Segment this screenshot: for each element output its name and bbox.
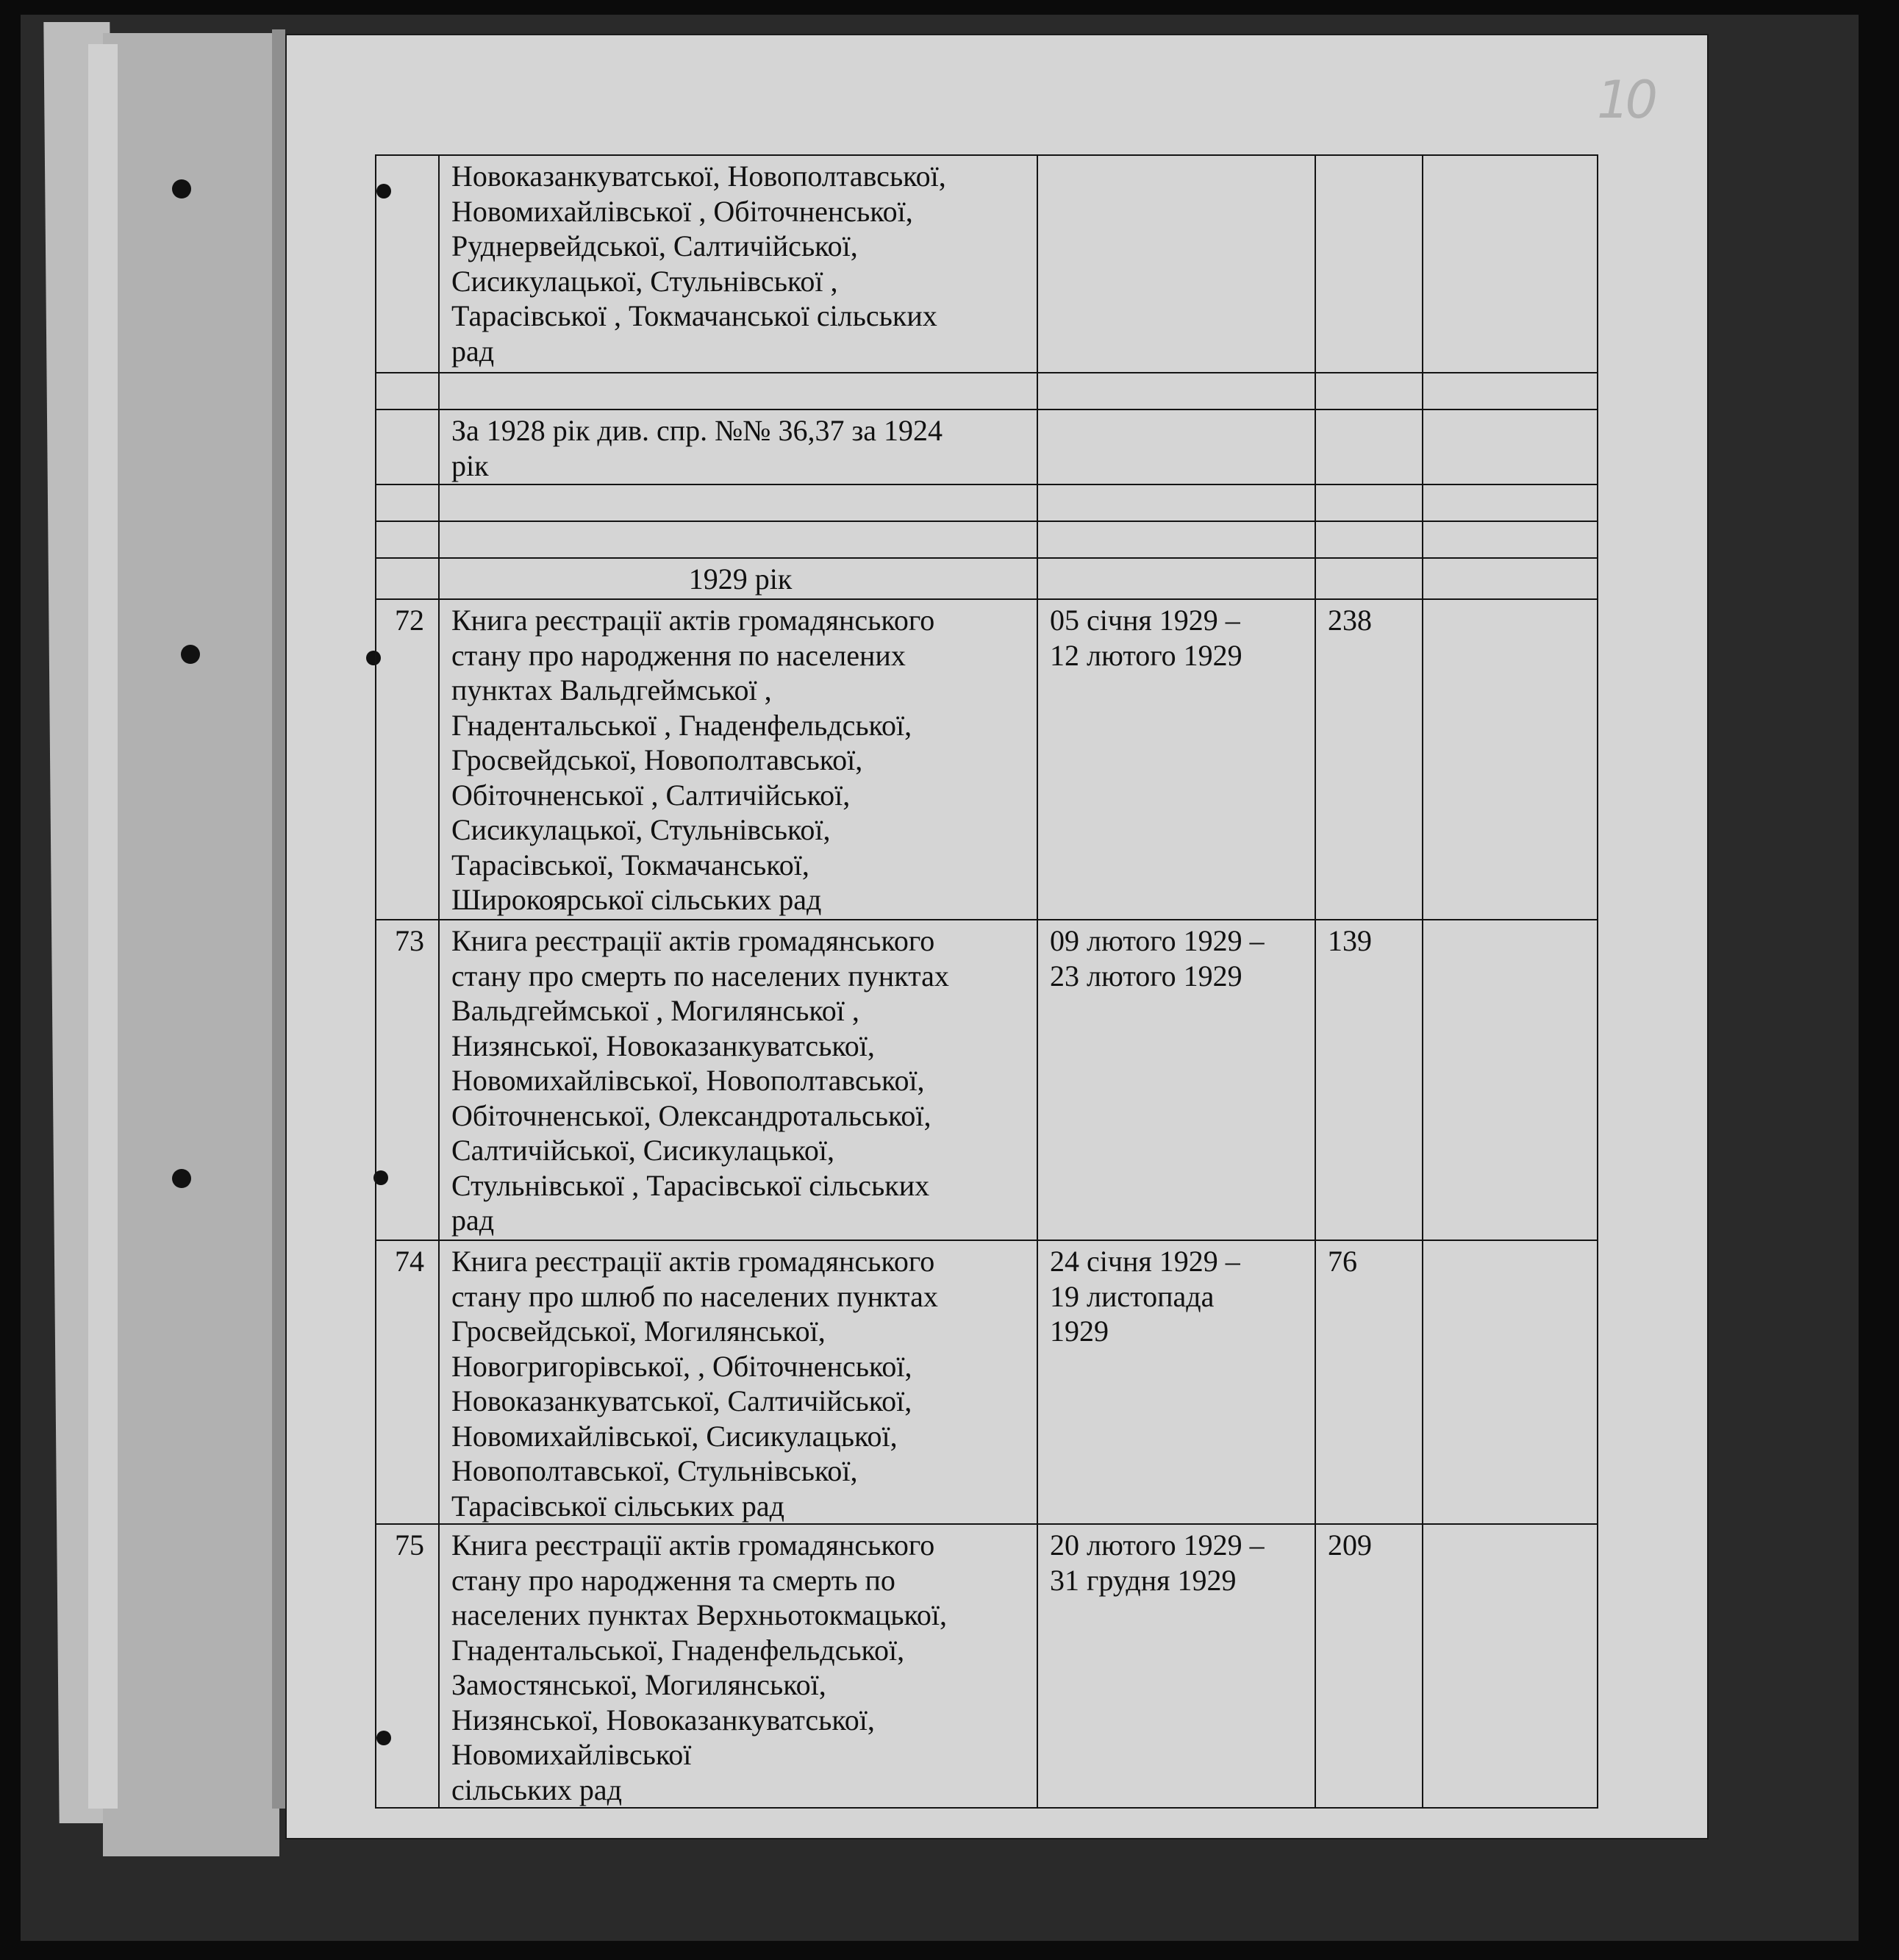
cross-reference-note: За 1928 рік див. спр. №№ 36,37 за 1924 рік [439, 409, 1037, 484]
case-title: Новоказанкуватської, Новополтавської, Новомихайлівської , Обіточненської, Руднервейдської, Салтичійської, Сисикулацької, Стульнівської , Тарасівської , Токмачанської сільських рад [439, 155, 1037, 373]
table-row [376, 558, 1598, 599]
inventory-table-body [376, 155, 1598, 1808]
back-leaf [103, 33, 279, 1856]
cell-note [1423, 521, 1598, 558]
binding-spine [272, 29, 285, 1809]
cell-no [376, 409, 439, 484]
cell-title [439, 521, 1037, 558]
cell-no [376, 558, 439, 599]
sheet-count: 139 [1315, 920, 1423, 1240]
case-number [376, 155, 439, 373]
table-row [376, 1240, 1598, 1524]
back-leaf-edge [88, 44, 118, 1809]
table-row [376, 521, 1598, 558]
case-title: Книга реєстрації актів громадянського стану про смерть по населених пунктах Вальдгеймської , Могилянської , Низянської, Новоказанкуватської, Новомихайлівської, Новополтавської, Обіточненської, Олександротальської, Салтичійської, Сисикулацької, Стульнівської , Тарасівської сільських рад [439, 920, 1037, 1240]
sheet-count: 238 [1315, 599, 1423, 920]
table-row [376, 409, 1598, 484]
cell-sheets [1315, 373, 1423, 409]
case-note [1423, 1240, 1598, 1524]
case-number: 73 [376, 920, 439, 1240]
inventory-table [375, 154, 1598, 1809]
cell-dates [1037, 484, 1315, 521]
punch-hole [172, 179, 191, 198]
cell-sheets [1315, 558, 1423, 599]
case-dates: 24 січня 1929 – 19 листопада 1929 [1037, 1240, 1315, 1524]
cell-dates [1037, 409, 1315, 484]
cell-no [376, 484, 439, 521]
cell-title [439, 484, 1037, 521]
cell-sheets [1315, 521, 1423, 558]
case-dates: 09 лютого 1929 – 23 лютого 1929 [1037, 920, 1315, 1240]
sheet-count: 76 [1315, 1240, 1423, 1524]
case-title: Книга реєстрації актів громадянського стану про народження по населених пунктах Вальдгеймської , Гнадентальської , Гнаденфельдської, Гросвейдської, Новополтавської, Обіточненської , Салтичійської, Сисикулацької, Стульнівської, Тарасівської, Токмачанської, Широкоярської сільських рад [439, 599, 1037, 920]
cell-dates [1037, 558, 1315, 599]
case-number: 75 [376, 1524, 439, 1808]
cell-dates [1037, 521, 1315, 558]
cell-note [1423, 558, 1598, 599]
table-row [376, 1524, 1598, 1808]
case-title: Книга реєстрації актів громадянського стану про народження та смерть по населених пунктах Верхньотокмацької, Гнадентальської, Гнаденфельдської, Замостянської, Могилянської, Низянської, Новоказанкуватської, Новомихайлівської сільських рад [439, 1524, 1037, 1808]
case-dates [1037, 155, 1315, 373]
cell-note [1423, 409, 1598, 484]
table-row [376, 373, 1598, 409]
cell-title [439, 373, 1037, 409]
case-dates: 20 лютого 1929 – 31 грудня 1929 [1037, 1524, 1315, 1808]
case-note [1423, 155, 1598, 373]
punch-hole [181, 645, 200, 664]
cell-no [376, 373, 439, 409]
table-row [376, 920, 1598, 1240]
case-dates: 05 січня 1929 – 12 лютого 1929 [1037, 599, 1315, 920]
table-row [376, 484, 1598, 521]
case-number: 72 [376, 599, 439, 920]
case-note [1423, 599, 1598, 920]
case-note [1423, 1524, 1598, 1808]
case-title: Книга реєстрації актів громадянського стану про шлюб по населених пунктах Гросвейдської, Могилянської, Новогригорівської, , Обіточненської, Новоказанкуватської, Салтичійської, Новомихайлівської, Сисикулацької, Новополтавської, Стульнівської, Тарасівської сільських рад [439, 1240, 1037, 1524]
year-heading: 1929 рік [439, 558, 1037, 599]
case-number: 74 [376, 1240, 439, 1524]
cell-note [1423, 373, 1598, 409]
cell-no [376, 521, 439, 558]
table-row [376, 599, 1598, 920]
cell-dates [1037, 373, 1315, 409]
folio-number: 10 [1597, 70, 1654, 130]
cell-sheets [1315, 484, 1423, 521]
table-row [376, 155, 1598, 373]
cell-sheets [1315, 409, 1423, 484]
sheet-count: 209 [1315, 1524, 1423, 1808]
case-note [1423, 920, 1598, 1240]
cell-note [1423, 484, 1598, 521]
punch-hole [172, 1169, 191, 1188]
sheet-count [1315, 155, 1423, 373]
